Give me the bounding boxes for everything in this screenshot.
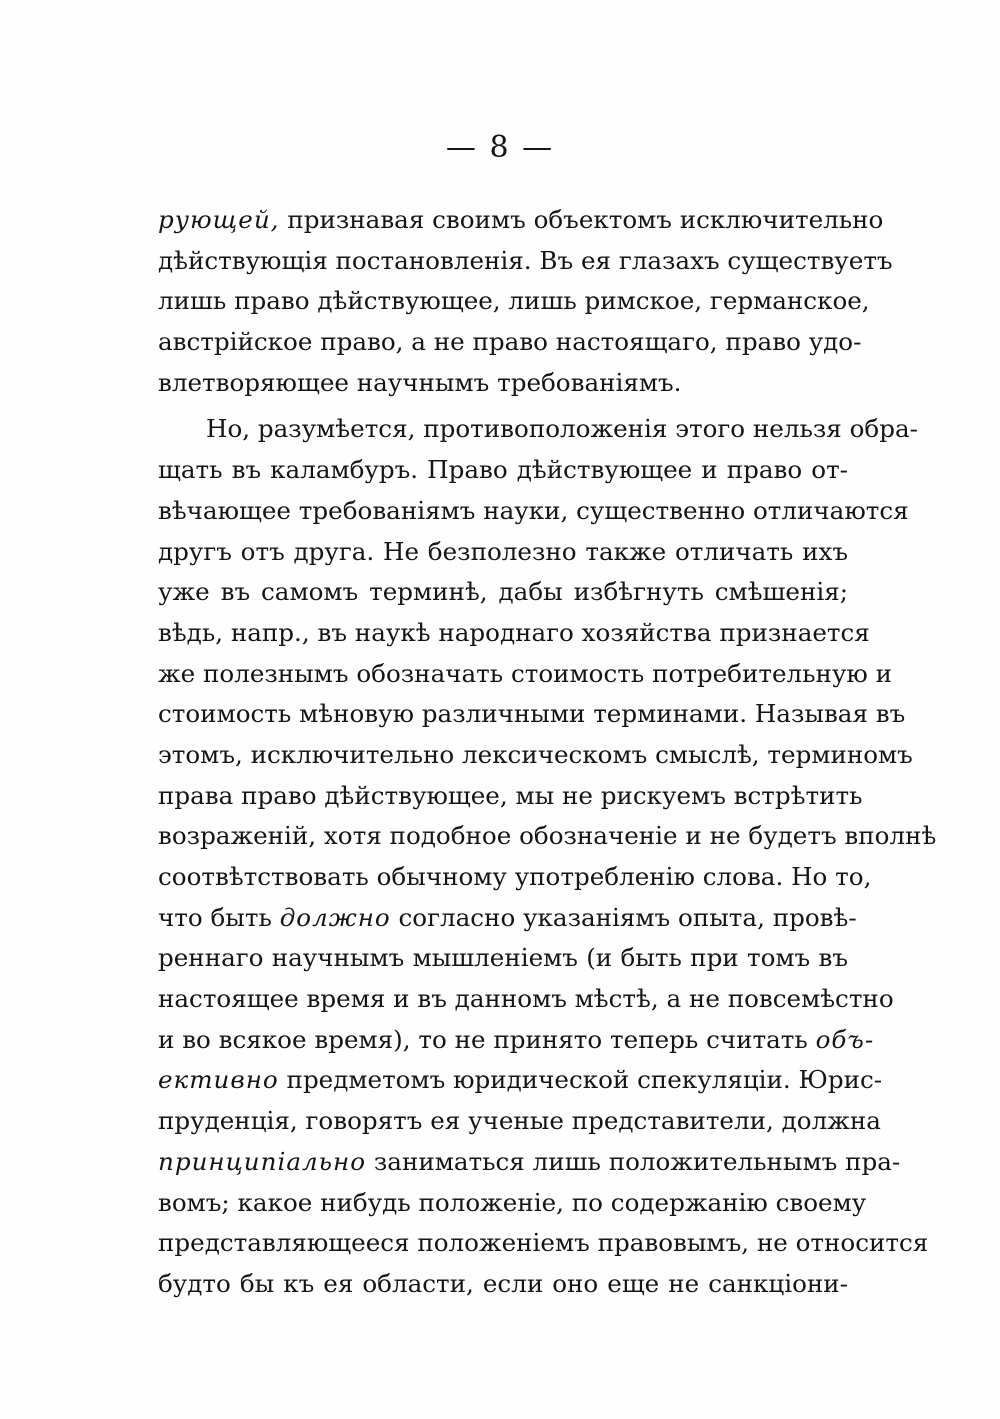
text-line: вѣчающее требованіямъ науки, существенно отличаются: [158, 495, 909, 525]
text-run: и во всякое время), то не принято теперь считать: [158, 1024, 816, 1054]
text-line: реннаго научнымъ мышленіемъ (и быть при томъ въ: [158, 943, 848, 973]
body-text: [158, 200, 937, 1305]
text-run: что быть: [158, 902, 280, 932]
text-line: влетворяющее научнымъ требованіямъ.: [158, 367, 682, 397]
text-line: [158, 1142, 901, 1183]
text-line: австрійское право, а не право настоящаго, право удо-: [158, 327, 862, 357]
text-line: [158, 1060, 883, 1101]
text-line: [158, 898, 857, 939]
text-line: лишь право дѣйствующее, лишь римское, германское,: [158, 286, 870, 316]
text-line: представляющееся положеніемъ правовымъ, не относится: [158, 1228, 929, 1258]
text-line: же полезнымъ обозначать стоимость потребительную и: [158, 658, 893, 688]
text-run: согласно указаніямъ опыта, провѣ-: [390, 902, 857, 932]
italic-word: принципіально: [158, 1146, 367, 1176]
text-line: пруденція, говорятъ ея ученые представители, должна: [158, 1106, 881, 1136]
italic-word: рующей,: [158, 205, 280, 234]
text-line: настоящее время и въ данномъ мѣстѣ, а не повсемѣстно: [158, 984, 894, 1014]
text-line: возраженій, хотя подобное обозначеніе и не будетъ вполнѣ: [158, 821, 937, 851]
text-line: уже въ самомъ терминѣ, дабы избѣгнуть смѣшенія;: [158, 577, 848, 607]
text-run: предметомъ юридической спекуляціи. Юрис-: [278, 1065, 883, 1095]
page-number: — 8 —: [445, 130, 555, 165]
text-line: права право дѣйствующее, мы не рискуемъ встрѣтить: [158, 780, 863, 810]
text-line: вѣдь, напр., въ наукѣ народнаго хозяйства признается: [158, 617, 870, 647]
text-line: вомъ; какое нибудь положеніе, по содержанію своему: [158, 1187, 867, 1217]
text-line: [158, 1020, 875, 1061]
italic-word: должно: [279, 902, 391, 932]
text-line: этомъ, исключительно лексическомъ смыслѣ, терминомъ: [158, 739, 913, 769]
italic-word: ективно: [158, 1065, 279, 1095]
paragraph-first-line: Но, разумѣется, противоположенія этого нельзя обра-: [206, 414, 918, 444]
text-line: стоимость мѣновую различными терминами. Называя въ: [158, 699, 906, 729]
italic-word: объ-: [815, 1024, 875, 1054]
text-run: заниматься лишь положительнымъ пра-: [366, 1146, 901, 1176]
text-line: [158, 200, 884, 241]
text-run: признавая своимъ объектомъ исключительно: [279, 205, 884, 234]
text-line: дѣйствующія постановленія. Въ ея глазахъ существуетъ: [158, 245, 893, 275]
text-line: щать въ каламбуръ. Право дѣйствующее и право от-: [158, 455, 848, 485]
text-line: другъ отъ друга. Не безполезно также отличать ихъ: [158, 536, 848, 566]
text-line: соотвѣтствовать обычному употребленію слова. Но то,: [158, 862, 872, 891]
text-line: будто бы къ ея области, если оно еще не санкціони-: [158, 1268, 848, 1298]
